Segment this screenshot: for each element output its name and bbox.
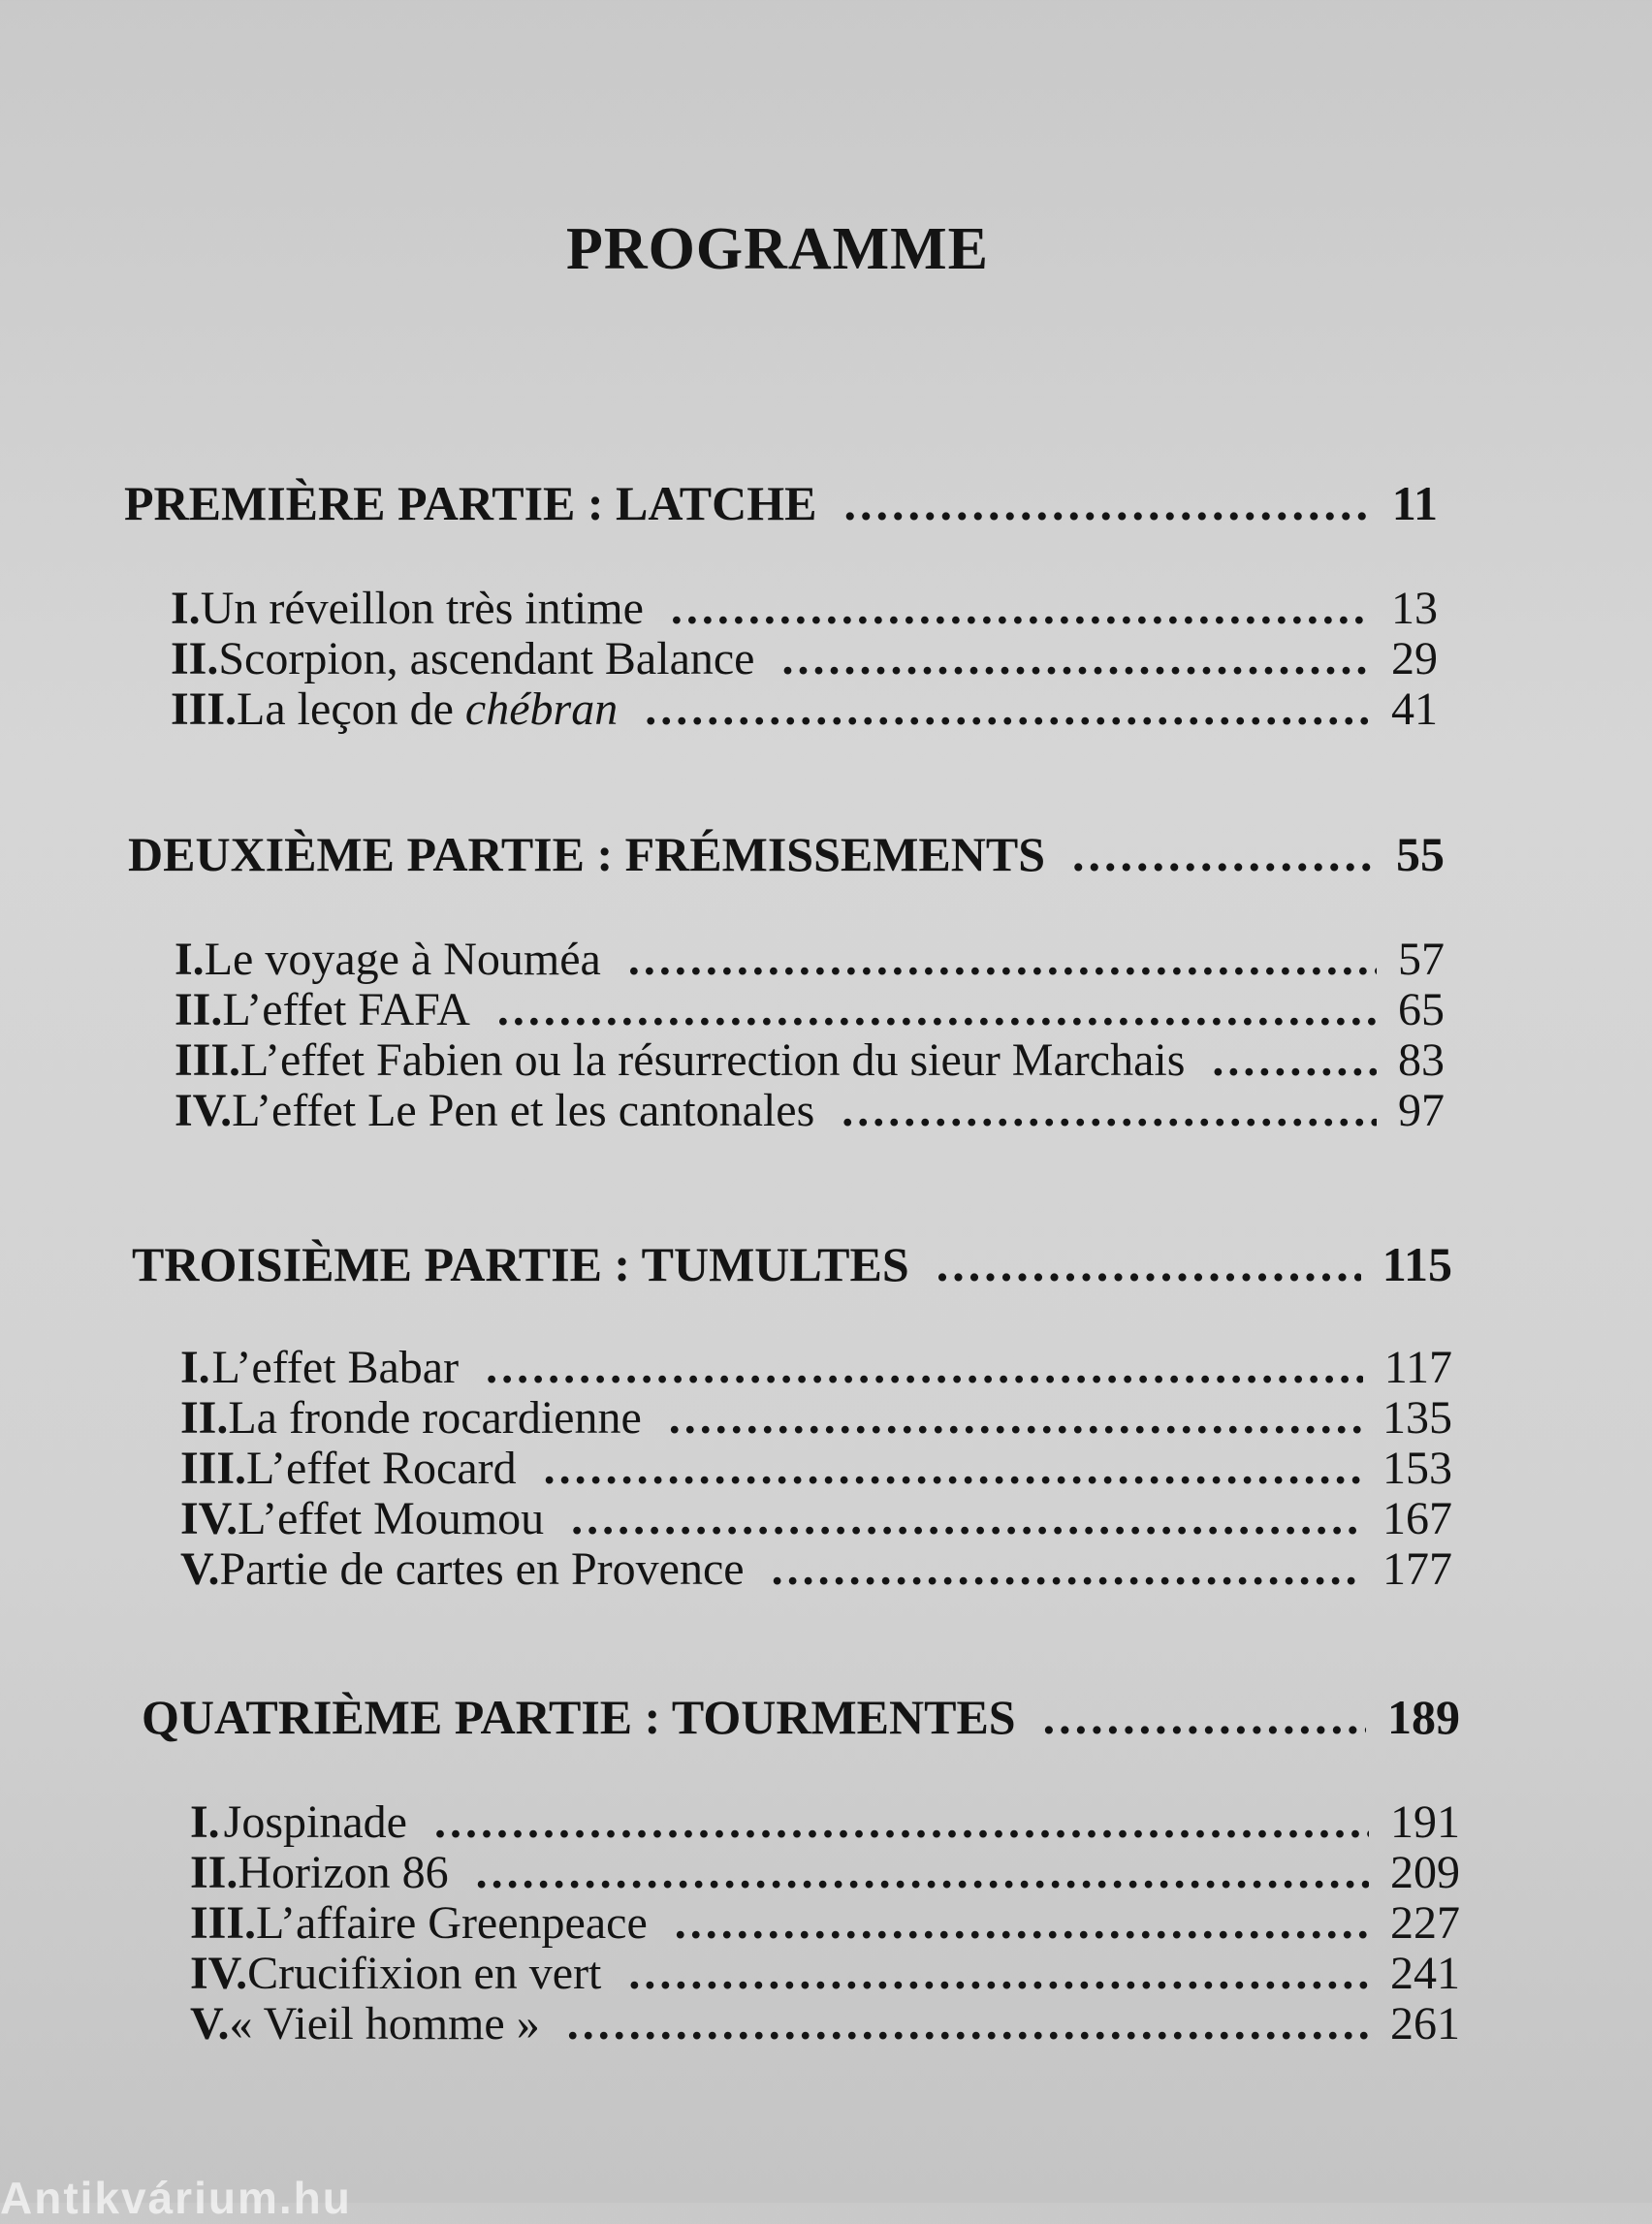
chapter-page-number: 65 <box>1398 984 1445 1035</box>
chapter-list <box>190 1795 1460 2048</box>
chapter-numeral: II. <box>180 1392 229 1444</box>
chapter-numeral: IV. <box>190 1948 248 1999</box>
chapter-numeral: IV. <box>180 1493 238 1544</box>
chapter-page-number: 153 <box>1382 1443 1452 1494</box>
chapter-row <box>180 1391 1452 1442</box>
dot-leader <box>1212 1033 1377 1087</box>
chapter-row <box>175 1033 1445 1084</box>
chapter-numeral: III. <box>175 1034 241 1086</box>
dot-leader <box>434 1795 1369 1849</box>
chapter-title: L’affaire Greenpeace <box>256 1897 648 1949</box>
chapter-numeral: V. <box>190 1998 230 2049</box>
part-label: QUATRIÈME PARTIE : TOURMENTES <box>142 1690 1016 1744</box>
chapter-numeral: I. <box>180 1342 210 1393</box>
chapter-numeral: III. <box>171 683 238 735</box>
chapter-list <box>180 1341 1452 1593</box>
chapter-title: La fronde rocardienne <box>228 1392 642 1444</box>
part-label: PREMIÈRE PARTIE : LATCHE <box>124 476 817 530</box>
chapter-row <box>180 1542 1452 1593</box>
chapter-row <box>175 1084 1445 1134</box>
chapter-page-number: 41 <box>1391 683 1438 735</box>
chapter-numeral: III. <box>190 1897 257 1949</box>
chapter-numeral: V. <box>180 1543 220 1595</box>
chapter-page-number: 177 <box>1382 1543 1452 1595</box>
chapter-numeral: II. <box>190 1847 238 1898</box>
chapter-title: Scorpion, ascendant Balance <box>218 633 755 684</box>
chapter-list <box>171 582 1438 733</box>
chapter-title: Horizon 86 <box>238 1847 449 1898</box>
chapter-numeral: I. <box>175 934 205 985</box>
dot-leader <box>544 1442 1361 1495</box>
part-heading <box>124 475 1438 543</box>
chapter-row <box>190 1997 1460 2048</box>
dot-leader <box>1043 1689 1366 1745</box>
part-label: TROISIÈME PARTIE : TUMULTES <box>132 1237 909 1291</box>
part-page-number: 115 <box>1382 1237 1452 1291</box>
dot-leader <box>842 1084 1377 1137</box>
dot-leader <box>937 1236 1361 1292</box>
chapter-title: Jospinade <box>223 1796 407 1848</box>
chapter-page-number: 191 <box>1390 1796 1460 1848</box>
dot-leader <box>671 582 1370 635</box>
chapter-row <box>171 632 1438 683</box>
part-heading <box>128 826 1445 894</box>
chapter-numeral: I. <box>171 583 201 634</box>
chapter-row <box>190 1846 1460 1896</box>
dot-leader <box>567 1997 1369 2050</box>
chapter-title: L’effet Babar <box>211 1342 460 1393</box>
chapter-title: « Vieil homme » <box>229 1998 540 2049</box>
chapter-title: Crucifixion en vert <box>247 1948 602 1999</box>
chapter-numeral: III. <box>180 1443 247 1494</box>
chapter-row <box>175 983 1445 1033</box>
chapter-page-number: 241 <box>1390 1948 1460 1999</box>
chapter-page-number: 57 <box>1398 934 1445 985</box>
part-heading <box>142 1689 1460 1757</box>
dot-leader <box>675 1896 1369 1950</box>
chapter-title-italic: chébran <box>464 683 619 735</box>
chapter-row <box>175 933 1445 983</box>
chapter-page-number: 227 <box>1390 1897 1460 1949</box>
chapter-page-number: 209 <box>1390 1847 1460 1898</box>
chapter-title: L’effet FAFA <box>222 984 470 1035</box>
chapter-row <box>171 683 1438 733</box>
dot-leader <box>781 632 1370 685</box>
dot-leader <box>844 475 1371 531</box>
dot-leader <box>486 1341 1363 1394</box>
chapter-row <box>180 1492 1452 1542</box>
watermark: Antikvárium.hu <box>0 2173 352 2223</box>
chapter-row <box>180 1442 1452 1492</box>
chapter-title: L’effet Fabien ou la résurrection du sieur Marchais <box>240 1034 1186 1086</box>
part-page-number: 11 <box>1391 476 1438 530</box>
dot-leader <box>1072 826 1375 882</box>
chapter-page-number: 117 <box>1383 1342 1452 1393</box>
chapter-row <box>190 1795 1460 1846</box>
chapter-page-number: 261 <box>1390 1998 1460 2049</box>
chapter-page-number: 97 <box>1398 1085 1445 1136</box>
chapter-title: Un réveillon très intime <box>200 583 644 634</box>
chapter-page-number: 83 <box>1398 1034 1445 1086</box>
chapter-numeral: I. <box>190 1796 220 1848</box>
chapter-title: L’effet Rocard <box>246 1443 517 1494</box>
dot-leader <box>628 1947 1369 2000</box>
chapter-numeral: II. <box>171 633 219 684</box>
chapter-title <box>237 683 618 736</box>
chapter-numeral: IV. <box>175 1085 233 1136</box>
chapter-row <box>190 1947 1460 1997</box>
chapter-title: Partie de cartes en Provence <box>219 1543 745 1595</box>
chapter-row <box>171 582 1438 632</box>
dot-leader <box>772 1542 1361 1596</box>
dot-leader <box>497 983 1377 1036</box>
chapter-title: L’effet Le Pen et les cantonales <box>232 1085 815 1136</box>
chapter-title: L’effet Moumou <box>238 1493 545 1544</box>
page-title: PROGRAMME <box>565 216 990 282</box>
chapter-page-number: 29 <box>1391 633 1438 684</box>
chapter-page-number: 167 <box>1382 1493 1452 1544</box>
dot-leader <box>571 1492 1361 1545</box>
chapter-row <box>180 1341 1452 1391</box>
chapter-numeral: II. <box>175 984 223 1035</box>
part-page-number: 189 <box>1387 1690 1460 1744</box>
dot-leader <box>669 1391 1361 1445</box>
chapter-page-number: 135 <box>1382 1392 1452 1444</box>
chapter-page-number: 13 <box>1391 583 1438 634</box>
dot-leader <box>628 933 1377 986</box>
part-label: DEUXIÈME PARTIE : FRÉMISSEMENTS <box>128 827 1046 881</box>
dot-leader <box>645 683 1370 736</box>
part-heading <box>132 1236 1452 1304</box>
chapter-list <box>175 933 1445 1134</box>
chapter-row <box>190 1896 1460 1947</box>
chapter-title-text: La leçon de <box>237 683 465 735</box>
dot-leader <box>476 1846 1369 1899</box>
part-page-number: 55 <box>1396 827 1445 881</box>
chapter-title: Le voyage à Nouméa <box>204 934 601 985</box>
